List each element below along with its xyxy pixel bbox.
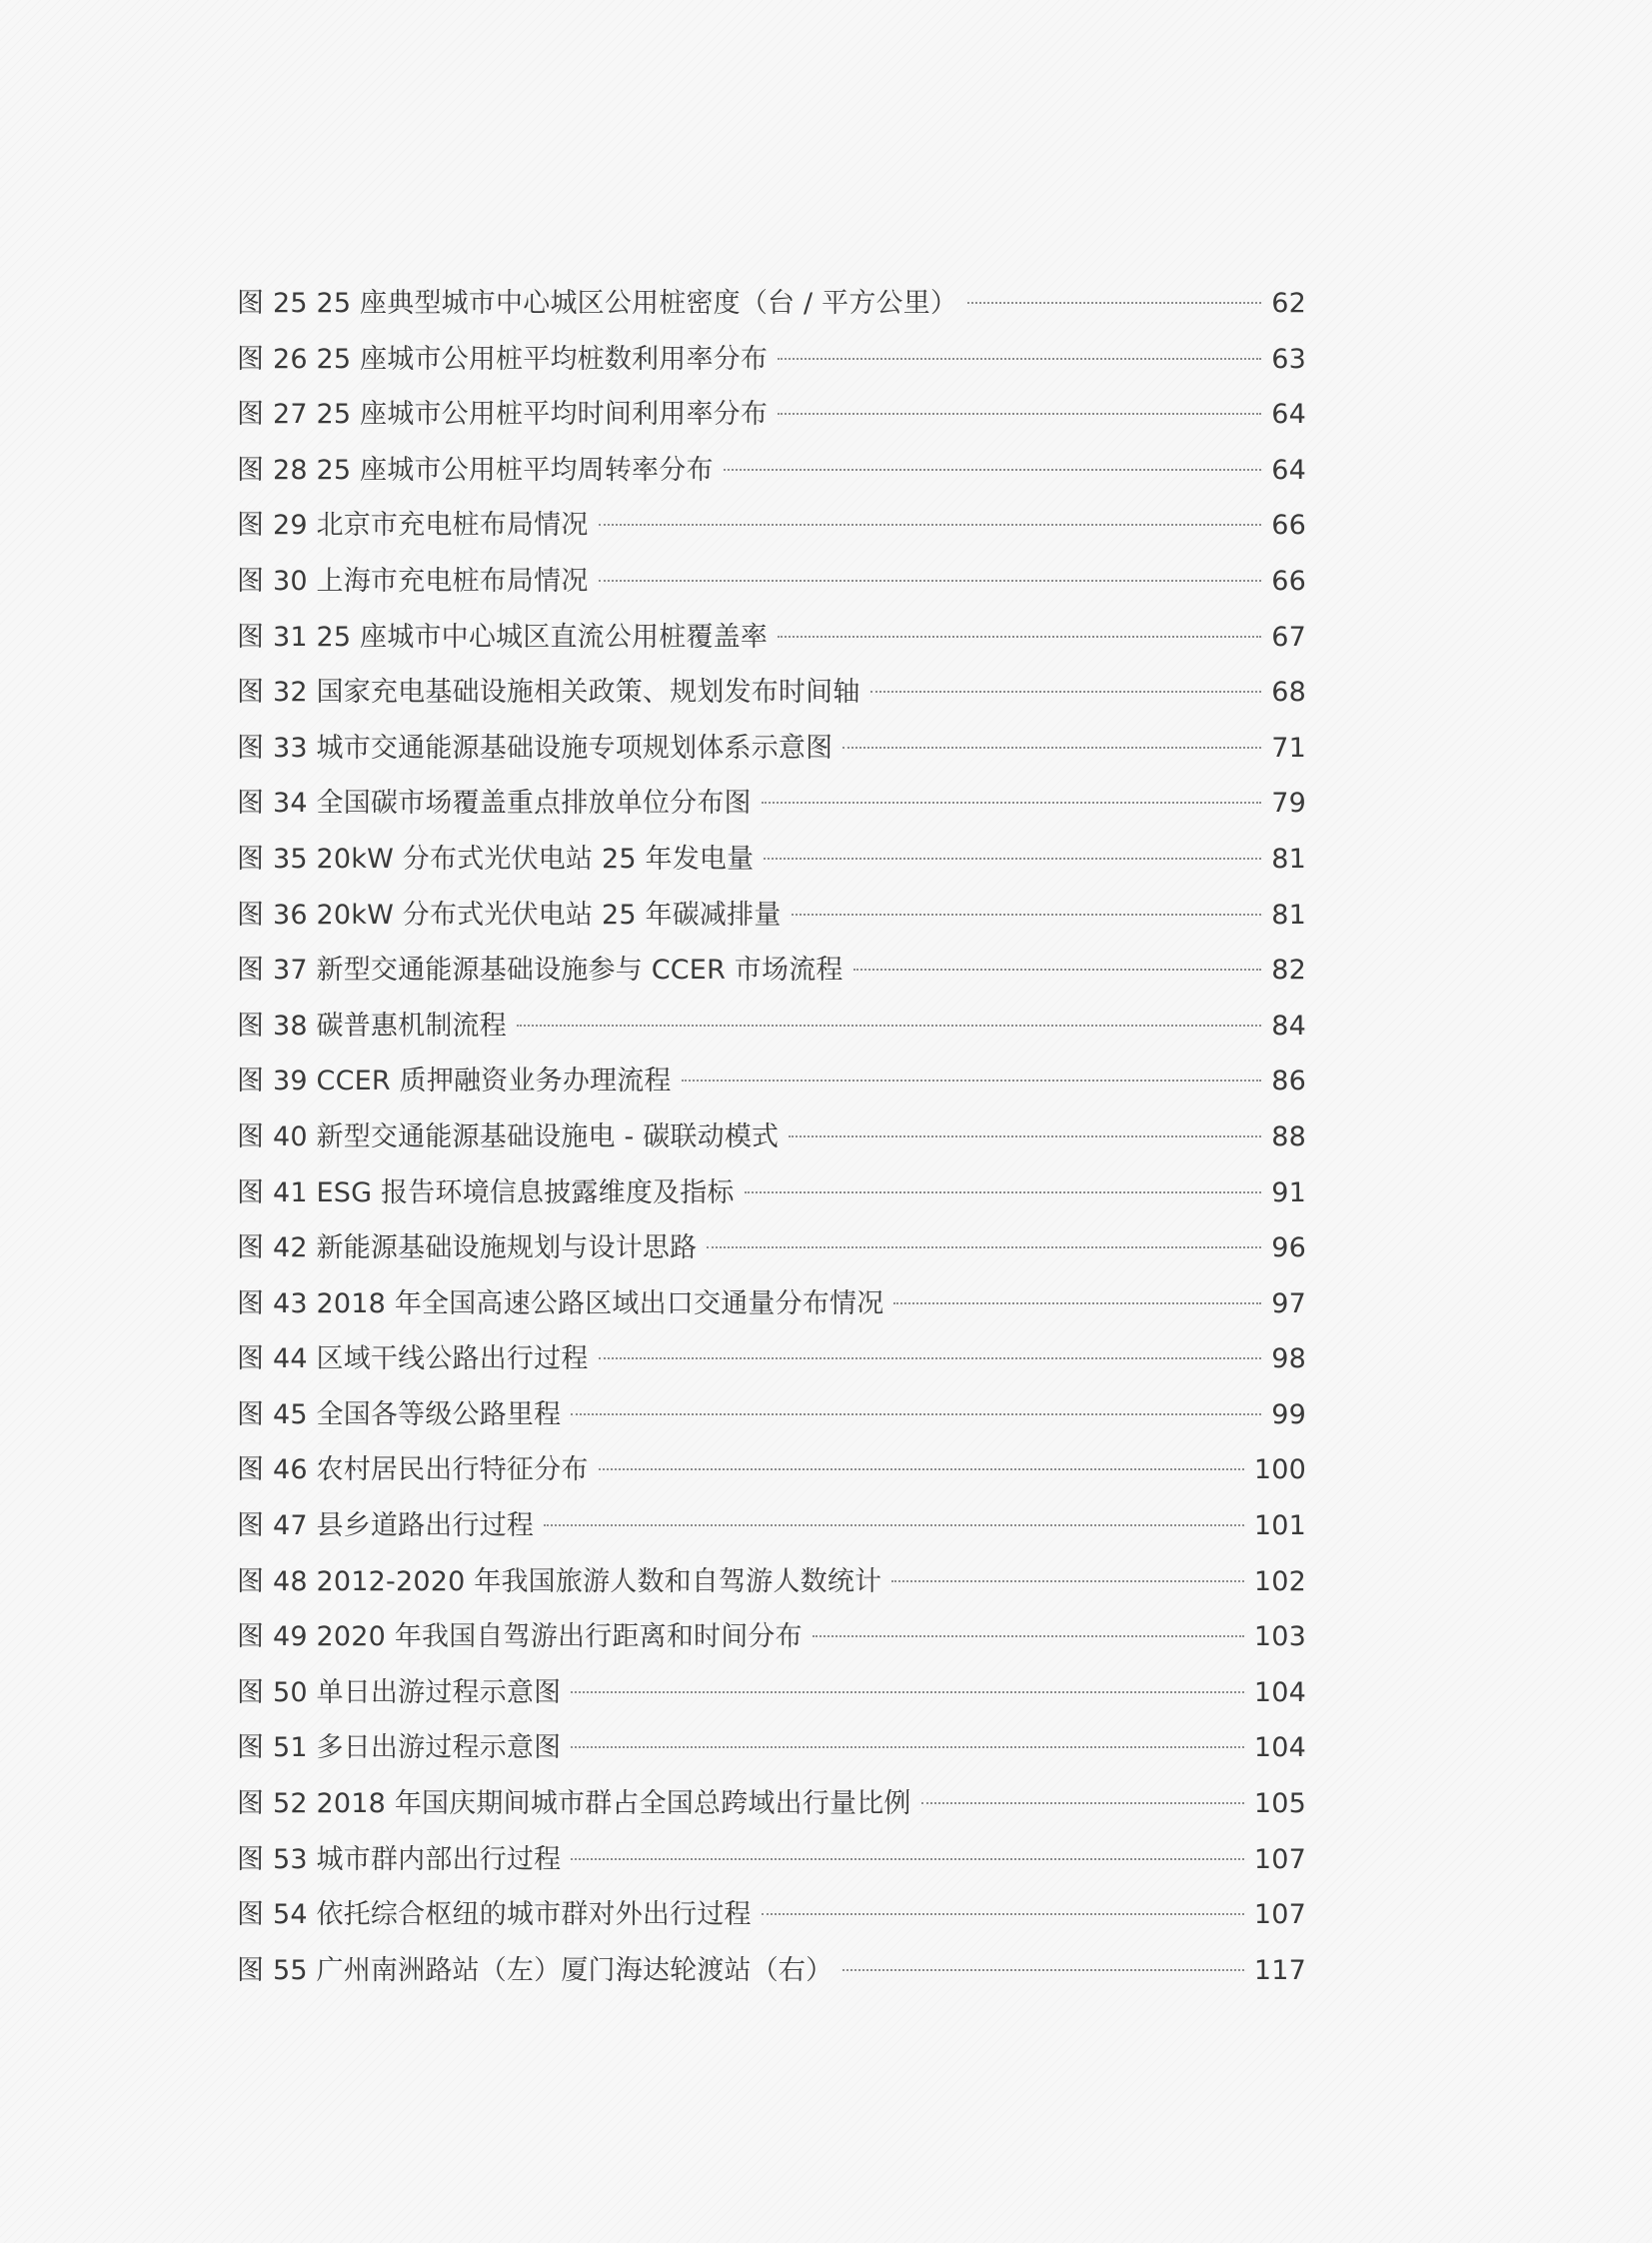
dot-leader	[599, 524, 1262, 526]
toc-entry-page-number: 91	[1271, 1176, 1306, 1208]
toc-entry[interactable]	[237, 1450, 1306, 1506]
toc-entry[interactable]	[237, 1840, 1306, 1896]
toc-entry[interactable]	[237, 1118, 1306, 1173]
toc-entry[interactable]	[237, 340, 1306, 396]
toc-entry[interactable]	[237, 729, 1306, 785]
dot-leader	[870, 691, 1262, 693]
toc-entry-page-number: 96	[1271, 1232, 1306, 1264]
toc-entry-title: 图 38 碳普惠机制流程	[237, 1010, 507, 1042]
dot-leader	[724, 469, 1262, 471]
toc-entry-page-number: 66	[1271, 565, 1306, 597]
dot-leader	[682, 1080, 1262, 1082]
toc-entry[interactable]	[237, 618, 1306, 674]
toc-entry-page-number: 103	[1253, 1621, 1306, 1653]
toc-entry[interactable]	[237, 1951, 1306, 2007]
toc-entry-title: 图 28 25 座城市公用桩平均周转率分布	[237, 454, 714, 486]
toc-entry-page-number: 99	[1271, 1398, 1306, 1430]
dot-leader	[599, 1468, 1244, 1470]
dot-leader	[517, 1025, 1261, 1027]
toc-entry-page-number: 97	[1271, 1287, 1306, 1319]
toc-entry-page-number: 98	[1271, 1343, 1306, 1375]
toc-entry[interactable]	[237, 1673, 1306, 1729]
toc-entry[interactable]	[237, 896, 1306, 952]
toc-entry-page-number: 81	[1271, 899, 1306, 931]
toc-entry-page-number: 117	[1253, 1954, 1306, 1986]
toc-entry-title: 图 43 2018 年全国高速公路区域出口交通量分布情况	[237, 1287, 884, 1319]
dot-leader	[853, 969, 1262, 971]
toc-entry-page-number: 86	[1271, 1066, 1306, 1098]
toc-entry[interactable]	[237, 506, 1306, 562]
dot-leader	[571, 1858, 1244, 1860]
toc-entry-page-number: 105	[1253, 1788, 1306, 1820]
dot-leader	[778, 358, 1261, 360]
dot-leader	[599, 1357, 1262, 1359]
toc-entry-title: 图 29 北京市充电桩布局情况	[237, 510, 589, 542]
toc-entry-title: 图 51 多日出游过程示意图	[237, 1732, 562, 1764]
dot-leader	[842, 747, 1261, 749]
toc-entry-title: 图 50 单日出游过程示意图	[237, 1676, 562, 1708]
dot-leader	[762, 802, 1262, 804]
figure-list	[237, 284, 1306, 2006]
dot-leader	[707, 1246, 1261, 1248]
toc-entry[interactable]	[237, 1228, 1306, 1284]
toc-entry[interactable]	[237, 951, 1306, 1007]
toc-entry-page-number: 68	[1271, 677, 1306, 709]
toc-entry-title: 图 53 城市群内部出行过程	[237, 1843, 562, 1875]
toc-entry-title: 图 36 20kW 分布式光伏电站 25 年碳减排量	[237, 899, 782, 931]
toc-entry[interactable]	[237, 1062, 1306, 1118]
dot-leader	[893, 1302, 1261, 1304]
dot-leader	[921, 1802, 1244, 1804]
toc-entry-title: 图 44 区域干线公路出行过程	[237, 1343, 589, 1375]
toc-entry-page-number: 82	[1271, 955, 1306, 987]
toc-entry[interactable]	[237, 284, 1306, 340]
toc-entry[interactable]	[237, 840, 1306, 896]
dot-leader	[778, 413, 1261, 415]
toc-entry-page-number: 64	[1271, 399, 1306, 431]
dot-leader	[571, 1691, 1244, 1693]
toc-entry-title: 图 48 2012-2020 年我国旅游人数和自驾游人数统计	[237, 1565, 882, 1597]
toc-entry-title: 图 34 全国碳市场覆盖重点排放单位分布图	[237, 788, 752, 820]
dot-leader	[599, 580, 1262, 582]
toc-entry-title: 图 45 全国各等级公路里程	[237, 1398, 562, 1430]
toc-entry-title: 图 37 新型交通能源基础设施参与 CCER 市场流程	[237, 955, 843, 987]
toc-entry-title: 图 35 20kW 分布式光伏电站 25 年发电量	[237, 843, 755, 875]
dot-leader	[792, 914, 1262, 916]
toc-entry-page-number: 67	[1271, 621, 1306, 653]
toc-entry[interactable]	[237, 1784, 1306, 1840]
toc-entry-page-number: 104	[1253, 1676, 1306, 1708]
dot-leader	[813, 1635, 1244, 1637]
toc-entry-page-number: 62	[1271, 288, 1306, 319]
dot-leader	[571, 1746, 1244, 1748]
toc-entry[interactable]	[237, 1395, 1306, 1451]
toc-entry-title: 图 39 CCER 质押融资业务办理流程	[237, 1066, 672, 1098]
dot-leader	[778, 636, 1261, 638]
dot-leader	[571, 1413, 1261, 1415]
toc-entry-page-number: 63	[1271, 343, 1306, 375]
toc-entry-page-number: 107	[1253, 1843, 1306, 1875]
toc-entry[interactable]	[237, 1506, 1306, 1562]
toc-entry-title: 图 54 依托综合枢纽的城市群对外出行过程	[237, 1899, 752, 1931]
toc-entry-page-number: 66	[1271, 510, 1306, 542]
toc-entry-title: 图 47 县乡道路出行过程	[237, 1510, 535, 1542]
dot-leader	[544, 1524, 1244, 1526]
toc-entry-title: 图 32 国家充电基础设施相关政策、规划发布时间轴	[237, 677, 860, 709]
toc-entry-page-number: 107	[1253, 1899, 1306, 1931]
toc-entry[interactable]	[237, 673, 1306, 729]
toc-entry[interactable]	[237, 1728, 1306, 1784]
toc-entry[interactable]	[237, 451, 1306, 507]
toc-entry-title: 图 25 25 座典型城市中心城区公用桩密度（台 / 平方公里）	[237, 288, 958, 319]
toc-entry[interactable]	[237, 1895, 1306, 1951]
toc-entry-title: 图 42 新能源基础设施规划与设计思路	[237, 1232, 698, 1264]
toc-entry-title: 图 55 广州南洲路站（左）厦门海达轮渡站（右）	[237, 1954, 833, 1986]
toc-entry-page-number: 101	[1253, 1510, 1306, 1542]
toc-entry-page-number: 64	[1271, 454, 1306, 486]
toc-entry[interactable]	[237, 395, 1306, 451]
toc-entry-page-number: 102	[1253, 1565, 1306, 1597]
toc-entry-title: 图 26 25 座城市公用桩平均桩数利用率分布	[237, 343, 769, 375]
dot-leader	[745, 1191, 1262, 1193]
dot-leader	[762, 1913, 1244, 1915]
dot-leader	[842, 1969, 1244, 1971]
toc-entry-page-number: 88	[1271, 1121, 1306, 1152]
toc-entry-title: 图 33 城市交通能源基础设施专项规划体系示意图	[237, 732, 833, 764]
toc-entry-title: 图 46 农村居民出行特征分布	[237, 1454, 589, 1486]
toc-entry[interactable]	[237, 784, 1306, 840]
toc-entry[interactable]	[237, 1173, 1306, 1229]
toc-entry-page-number: 81	[1271, 843, 1306, 875]
toc-entry-title: 图 52 2018 年国庆期间城市群占全国总跨域出行量比例	[237, 1788, 911, 1820]
dot-leader	[967, 302, 1261, 304]
toc-entry-title: 图 41 ESG 报告环境信息披露维度及指标	[237, 1176, 735, 1208]
toc-entry-title: 图 49 2020 年我国自驾游出行距离和时间分布	[237, 1621, 803, 1653]
toc-entry[interactable]	[237, 1284, 1306, 1340]
toc-entry-title: 图 40 新型交通能源基础设施电 - 碳联动模式	[237, 1121, 780, 1152]
toc-entry-page-number: 100	[1253, 1454, 1306, 1486]
toc-entry[interactable]	[237, 1339, 1306, 1395]
toc-entry-page-number: 79	[1271, 788, 1306, 820]
toc-entry-page-number: 71	[1271, 732, 1306, 764]
toc-entry-title: 图 27 25 座城市公用桩平均时间利用率分布	[237, 399, 769, 431]
dot-leader	[764, 858, 1261, 860]
toc-entry[interactable]	[237, 562, 1306, 618]
dot-leader	[891, 1580, 1244, 1582]
toc-entry-page-number: 104	[1253, 1732, 1306, 1764]
toc-entry[interactable]	[237, 1007, 1306, 1063]
dot-leader	[789, 1135, 1261, 1137]
toc-entry[interactable]	[237, 1617, 1306, 1673]
toc-entry[interactable]	[237, 1562, 1306, 1618]
toc-entry-title: 图 30 上海市充电桩布局情况	[237, 565, 589, 597]
toc-entry-page-number: 84	[1271, 1010, 1306, 1042]
toc-entry-title: 图 31 25 座城市中心城区直流公用桩覆盖率	[237, 621, 769, 653]
